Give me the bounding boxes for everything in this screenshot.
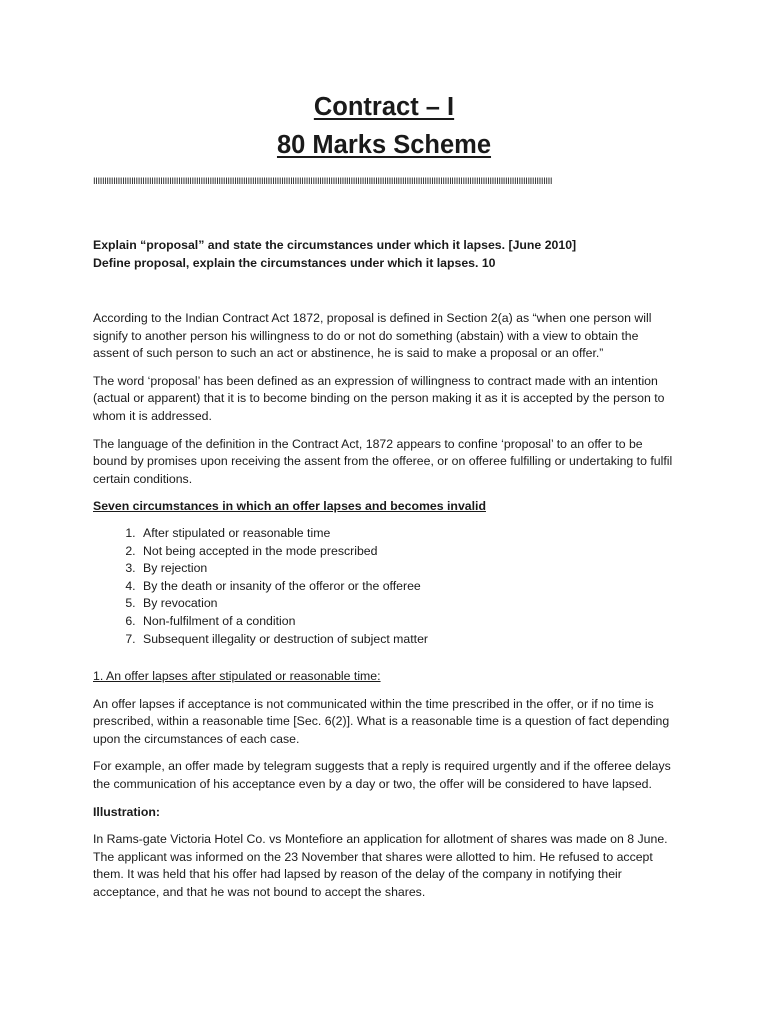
list-item: 2. Not being accepted in the mode prescribed <box>139 543 675 561</box>
circumstances-heading: Seven circumstances in which an offer lapses and becomes invalid <box>93 499 486 514</box>
section-1-paragraph-1: An offer lapses if acceptance is not communicated within the time prescribed in the offer, or if no time is prescribed, within a reasonable time [Sec. 6(2)]. What is a reasonable time is a question of fact depending upon the circumstances of each case. <box>93 696 670 746</box>
list-item: 7. Subsequent illegality or destruction of subject matter <box>139 631 675 649</box>
intro-paragraph: According to the Indian Contract Act 1872, proposal is defined in Section 2(a) as “when one person will signify to another person his willingness to do or not do something (abstain) with a view to obtain the assent of such person to such an act or abstinence, he is said to make a proposal or an offer.” <box>93 311 652 361</box>
question-block <box>93 236 675 272</box>
list-item: 5. By revocation <box>139 595 675 613</box>
illustration-paragraph: In Rams-gate Victoria Hotel Co. vs Montefiore an application for allotment of shares was made on 8 June. The applicant was informed on the 23 November that shares were allotted to him. He refused to accept them. It was held that his offer had lapsed by reason of the delay of the company in notifying their acceptance, and that he was not bound to accept the shares. <box>93 832 668 900</box>
question-line-1: Explain “proposal” and state the circumstances under which it lapses. [June 2010] <box>93 238 577 252</box>
section-1-paragraph-2: For example, an offer made by telegram suggests that a reply is required urgently and if the offeree delays the communication of his acceptance even by a day or two, the offer will be considered to have lapsed. <box>93 759 671 792</box>
list-item: 3. By rejection <box>139 560 675 578</box>
decorative-rule: IIIIIIIIIIIIIIIIIIIIIIIIIIIIIIIIIIIIIIIIIIIIIIIIIIIIIIIIIIIIIIIIIIIIIIIIIIIIIIIIIIIIIIIIIIIIIIIIIIIIIIIIIIIIIIIIIIIIIIIIIIIIIIIIIIIIIIIIIIIIIIIIIIIIIIIIIIIIIIIIIIIIIIIIIIIIIIIIIIIIIIIIIIIIIIIIIIIIIIIIIIIII <box>93 176 553 187</box>
document-title-line-2: 80 Marks Scheme <box>276 131 492 159</box>
definition-paragraph: The word ‘proposal’ has been defined as an expression of willingness to contract made with an intention (actual or apparent) that it is to become binding on the person making it as it is accepted by the person to whom it is addressed. <box>93 373 665 423</box>
section-1-heading: 1. An offer lapses after stipulated or reasonable time: <box>93 669 381 684</box>
circumstances-list <box>93 525 675 648</box>
list-item: 1. After stipulated or reasonable time <box>139 525 675 543</box>
list-item: 6. Non-fulfilment of a condition <box>139 613 675 631</box>
question-line-2: Define proposal, explain the circumstances under which it lapses. 10 <box>93 256 496 270</box>
language-paragraph: The language of the definition in the Contract Act, 1872 appears to confine ‘proposal’ to an offer to be bound by promises upon receiving the assent from the offeree, or on offeree fulfilling or undertaking to fulfil certain conditions. <box>93 436 673 486</box>
illustration-label: Illustration: <box>93 804 160 819</box>
document-title-line-1: Contract – I <box>313 93 455 121</box>
list-item: 4. By the death or insanity of the offeror or the offeree <box>139 578 675 596</box>
document-page <box>93 88 675 902</box>
